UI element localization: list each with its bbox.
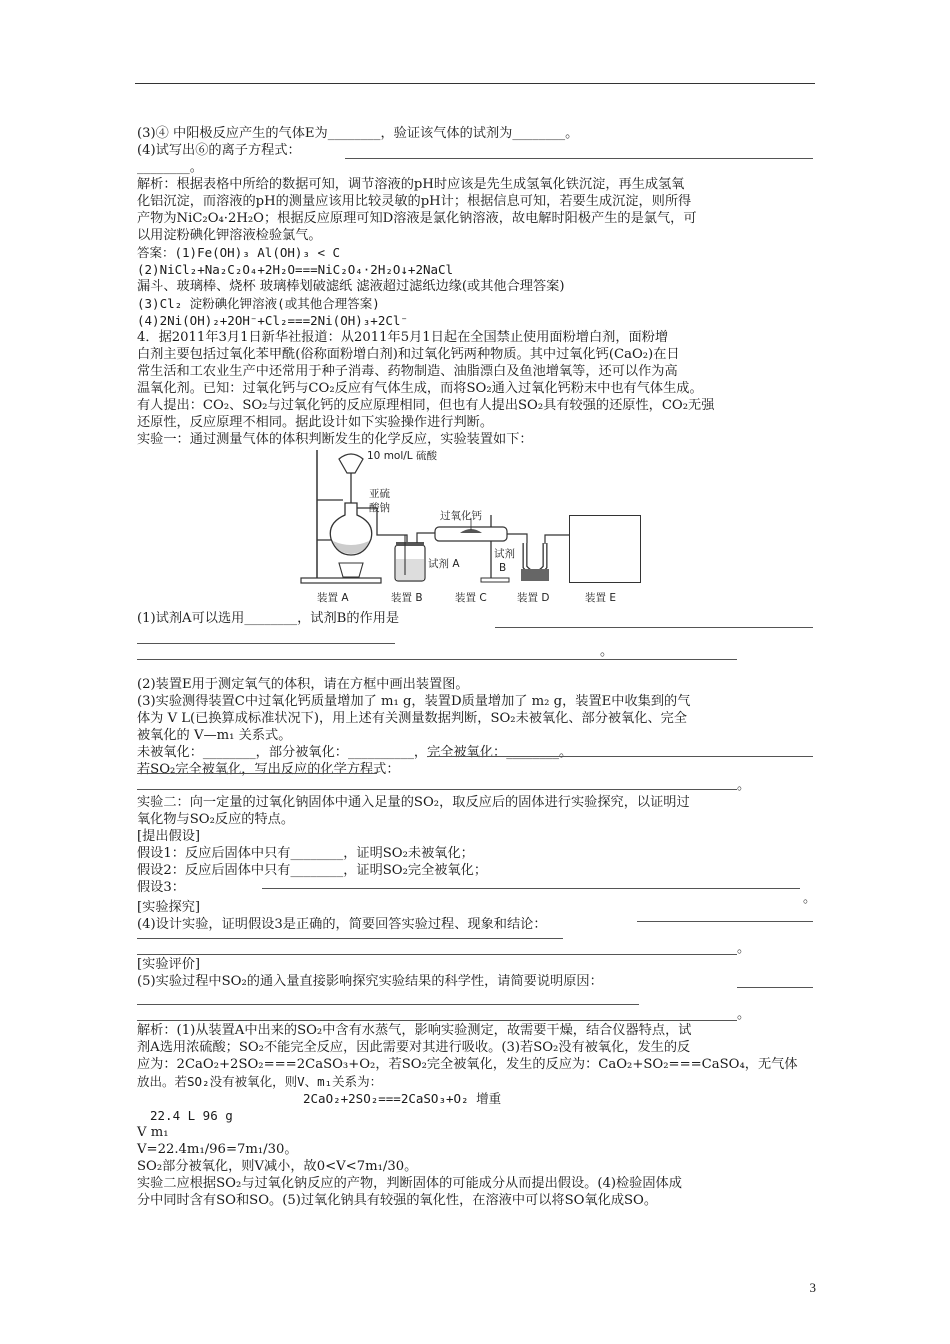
text-line: 。 <box>803 891 817 906</box>
text-line: (5)实验过程中SO₂的通入量直接影响探究实验结果的科学性，请简要说明原因： <box>137 974 603 989</box>
answer-blank <box>427 756 813 757</box>
answer-blank <box>137 1004 639 1005</box>
text-line: 剂A选用浓硫酸；SO₂不能完全反应，因此需要对其进行吸收。(3)若SO₂没有被氧化，发生的反 <box>137 1040 691 1055</box>
text-line: 分中同时含有SO和SO。(5)过氧化钠具有较强的氧化性，在溶液中可以将SO氧化成SO。 <box>137 1193 658 1208</box>
text-line: 假设3： <box>137 880 185 895</box>
page-number: 3 <box>809 1280 816 1295</box>
text-line: SO₂部分被氧化，则V减小，故0<V<7m₁/30。 <box>137 1159 418 1174</box>
reagent-b-label: B <box>499 562 507 574</box>
text-line: 解析：(1)从装置A中出来的SO₂中含有水蒸气，影响实验测定，故需要干燥，结合仪器特点，试 <box>137 1023 692 1038</box>
text-line: 实验二：向一定量的过氧化钠固体中通入足量的SO₂，取反应后的固体进行实验探究，以证明过 <box>137 795 690 810</box>
apparatus-b-label: 装置 B <box>391 592 423 604</box>
apparatus-e-box <box>569 515 641 583</box>
answer-blank <box>262 888 800 889</box>
text-line: 4．据2011年3月1日新华社报道：从2011年5月1日起在全国禁止使用面粉增白剂，面粉增 <box>137 330 669 345</box>
text-line: 实验二应根据SO₂与过氧化钠反应的产物，判断固体的可能成分从而提出假设。(4)检验固体成 <box>137 1176 682 1191</box>
reagent-a-label: 试剂 A <box>428 558 460 570</box>
text-line: 漏斗、玻璃棒、烧杯 玻璃棒划破滤纸 滤液超过滤纸边缘(或其他合理答案) <box>137 279 565 294</box>
answer-blank <box>137 789 737 790</box>
text-line: 放出。若SO₂没有被氧化，则V、m₁关系为： <box>137 1074 383 1089</box>
reagent-b-label: 试剂 <box>494 548 515 560</box>
text-line: 还原性，反应原理不相同。据此设计如下实验操作进行判断。 <box>137 415 494 430</box>
answer-blank <box>495 627 813 628</box>
answer-blank <box>345 158 813 159</box>
text-line: 。 <box>737 941 751 956</box>
text-line: 产物为NiC₂O₄·2H₂O；根据反应原理可知D溶液是氯化钠溶液，故电解时阳极产生的是氯气，可 <box>137 211 697 226</box>
salt-label: 酸钠 <box>369 502 390 514</box>
separatory-funnel <box>339 454 363 473</box>
text-line: 假设1：反应后固体中只有________，证明SO₂未被氧化； <box>137 846 474 861</box>
acid-label: 10 mol/L 硫酸 <box>367 450 437 462</box>
text-line: 实验一：通过测量气体的体积判断发生的化学反应，实验装置如下： <box>137 432 533 447</box>
text-line: (2)NiCl₂+Na₂C₂O₄+2H₂O===NiC₂O₄·2H₂O↓+2NaCl <box>137 262 454 277</box>
apparatus-e-label: 装置 E <box>585 592 616 604</box>
text-line: 未被氧化：________，部分被氧化：__________，完全被氧化：________。 <box>137 745 573 760</box>
answer-blank <box>137 938 563 939</box>
text-line: 有人提出：CO₂、SO₂与过氧化钙的反应原理相同，但也有人提出SO₂具有较强的还原性，CO₂无强 <box>137 398 715 413</box>
text-line: 若SO₂完全被氧化，写出反应的化学方程式： <box>137 762 400 777</box>
text-line: 温氧化剂。已知：过氧化钙与CO₂反应有气体生成，而将SO₂通入过氧化钙粉末中也有气体生成。 <box>137 381 703 396</box>
header-rule <box>135 83 815 84</box>
text-line: (1)试剂A可以选用________，试剂B的作用是 <box>137 611 400 626</box>
answer-blank <box>137 659 737 660</box>
text-line: 假设2：反应后固体中只有________，证明SO₂完全被氧化； <box>137 863 488 878</box>
text-line: (3)实验测得装置C中过氧化钙质量增加了 m₁ g，装置D质量增加了 m₂ g，装置E中收集到的气 <box>137 694 691 709</box>
answer-blank <box>137 954 737 955</box>
text-line: (3)④ 中阳极反应产生的气体E为________，验证该气体的试剂为________。 <box>137 126 579 141</box>
text-line: 。 <box>600 644 614 659</box>
apparatus-a-label: 装置 A <box>317 592 349 604</box>
text-line: 解析：根据表格中所给的数据可知，调节溶液的pH时应该是先生成氢氧化铁沉淀，再生成氢氧 <box>137 177 685 192</box>
text-line: 答案：(1)Fe(OH)₃ Al(OH)₃ < C <box>137 245 341 260</box>
cao2-label: 过氧化钙 <box>440 510 482 522</box>
text-line: 白剂主要包括过氧化苯甲酰(俗称面粉增白剂)和过氧化钙两种物质。其中过氧化钙(CaO₂)在日 <box>137 347 680 362</box>
text-line: (4)设计实验，证明假设3是正确的，简要回答实验过程、现象和结论： <box>137 917 547 932</box>
text-line: V m₁ <box>137 1125 169 1140</box>
text-line: 22.4 L 96 g <box>150 1108 233 1123</box>
text-line: (2)装置E用于测定氧气的体积，请在方框中画出装置图。 <box>137 677 469 692</box>
answer-blank <box>137 643 395 644</box>
text-line: 以用淀粉碘化钾溶液检验氯气。 <box>137 228 322 243</box>
salt-label: 亚硫 <box>369 488 390 500</box>
text-line: ________。 <box>137 160 203 175</box>
text-line: V=22.4m₁/96=7m₁/30。 <box>137 1142 298 1157</box>
text-line: [实验评价] <box>137 957 201 972</box>
answer-blank <box>637 921 813 922</box>
text-line: (4)试写出⑥的离子方程式： <box>137 143 301 158</box>
text-line: [提出假设] <box>137 829 201 844</box>
answer-blank <box>737 987 813 988</box>
text-line: [实验探究] <box>137 900 201 915</box>
text-line: 体为 V L(已换算成标准状况下)，用上述有关测量数据判断，SO₂未被氧化、部分被氧化、完全 <box>137 711 688 726</box>
text-line: 被氧化的 V—m₁ 关系式。 <box>137 728 292 743</box>
alcohol-lamp <box>339 563 363 577</box>
text-line: (4)2Ni(OH)₂+2OH⁻+Cl₂===2Ni(OH)₃+2Cl⁻ <box>137 313 408 328</box>
text-line: 。 <box>737 778 751 793</box>
text-line: 。 <box>737 1007 751 1022</box>
text-line: (3)Cl₂ 淀粉碘化钾溶液(或其他合理答案) <box>137 296 380 311</box>
text-line: 化铝沉淀，而溶液的pH的测量应该用比较灵敏的pH计；根据信息可知，若要生成沉淀，则所得 <box>137 194 692 209</box>
answer-blank <box>137 1020 737 1021</box>
stand-base <box>301 578 381 583</box>
text-line: 氧化物与SO₂反应的特点。 <box>137 812 295 827</box>
text-line: 应为：2CaO₂+2SO₂===2CaSO₃+O₂，若SO₂完全被氧化，发生的反应为：CaO₂+SO₂===CaSO₄，无气体 <box>137 1057 798 1072</box>
apparatus-d-label: 装置 D <box>517 592 550 604</box>
text-line: 常生活和工农业生产中还常用于种子消毒、药物制造、油脂漂白及鱼池增氧等，还可以作为高 <box>137 364 678 379</box>
apparatus-c-label: 装置 C <box>455 592 487 604</box>
answer-blank <box>137 773 377 774</box>
text-line: 2CaO₂+2SO₂===2CaSO₃+O₂ 增重 <box>303 1091 502 1106</box>
